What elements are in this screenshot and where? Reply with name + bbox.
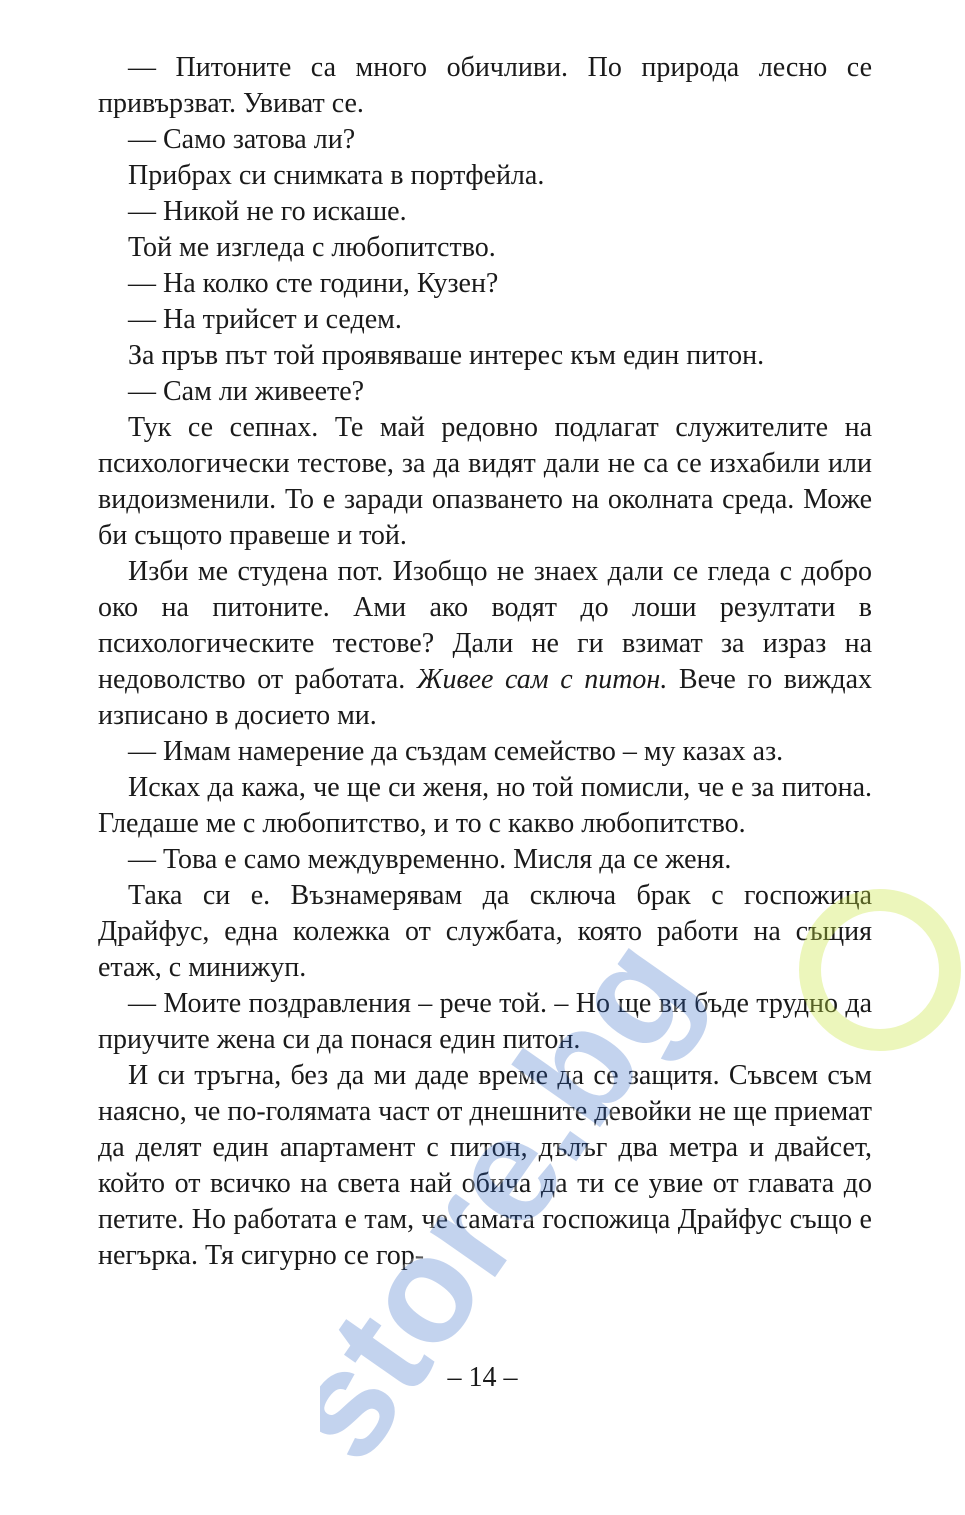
paragraph: — Сам ли живеете? <box>128 376 365 407</box>
paragraph: За пръв път той проявяваше интерес към един питон. <box>128 340 765 371</box>
paragraph: — Само затова ли? <box>128 124 356 155</box>
paragraph: — На колко сте години, Кузен? <box>128 268 499 299</box>
paragraph: Така си е. Възнамерявам да сключа брак с госпожица Драйфус, една колежка от службата, която работи на същия етаж, с минижуп. <box>98 880 872 983</box>
body-text <box>98 50 872 1274</box>
paragraph: — Това е само междувременно. Мисля да се женя. <box>128 844 732 875</box>
paragraph: Той ме изгледа с любопитство. <box>128 232 496 263</box>
paragraph: — Имам намерение да създам семейство – му казах аз. <box>128 736 784 767</box>
paragraph: Тук се сепнах. Те май редовно подлагат служителите на психологически тестове, за да видят дали не са се изхабили или видоизменили. То е заради опазването на околната среда. Може би същото правеше и той. <box>98 412 872 551</box>
paragraph-text: Вече го виждах изписано в досието ми. <box>98 664 872 731</box>
paragraph-text: Изби ме студена пот. Изобщо не знаех дали се гледа с добро око на питоните. Ами ако водят до лоши резултати в психологическите тестове? Дали не ги взимат за израз на недоволство от работата. <box>98 556 872 695</box>
paragraph <box>98 554 872 734</box>
paragraph: И си тръгна, без да ми даде време да се защитя. Съвсем съм наясно, че по-голямата част от днешните девойки не ще приемат да делят един апартамент с питон, дълъг два метра и двайсет, който от всичко на света най обича да ти се увие от главата до петите. Но работата е там, че самата госпожица Драйфус също е негърка. Тя сигурно се гор- <box>98 1060 872 1271</box>
paragraph: — Никой не го искаше. <box>128 196 407 227</box>
paragraph: — На трийсет и седем. <box>128 304 402 335</box>
watermark-text: store.bg <box>320 907 726 1489</box>
paragraph: Прибрах си снимката в портфейла. <box>128 160 545 191</box>
paragraph: — Моите поздравления – рече той. – Но ще ви бъде трудно да приучите жена си да понася един питон. <box>98 988 872 1055</box>
paragraph: Исках да кажа, че ще си женя, но той помисли, че е за питона. Гледаше ме с любопитство, и то с какво любопитство. <box>98 772 872 839</box>
italic-text: Живее сам с питон. <box>416 664 668 695</box>
page-number: – 14 – <box>447 1362 518 1393</box>
paragraph: — Питоните са много обичливи. По природа лесно се привързват. Увиват се. <box>98 52 872 119</box>
